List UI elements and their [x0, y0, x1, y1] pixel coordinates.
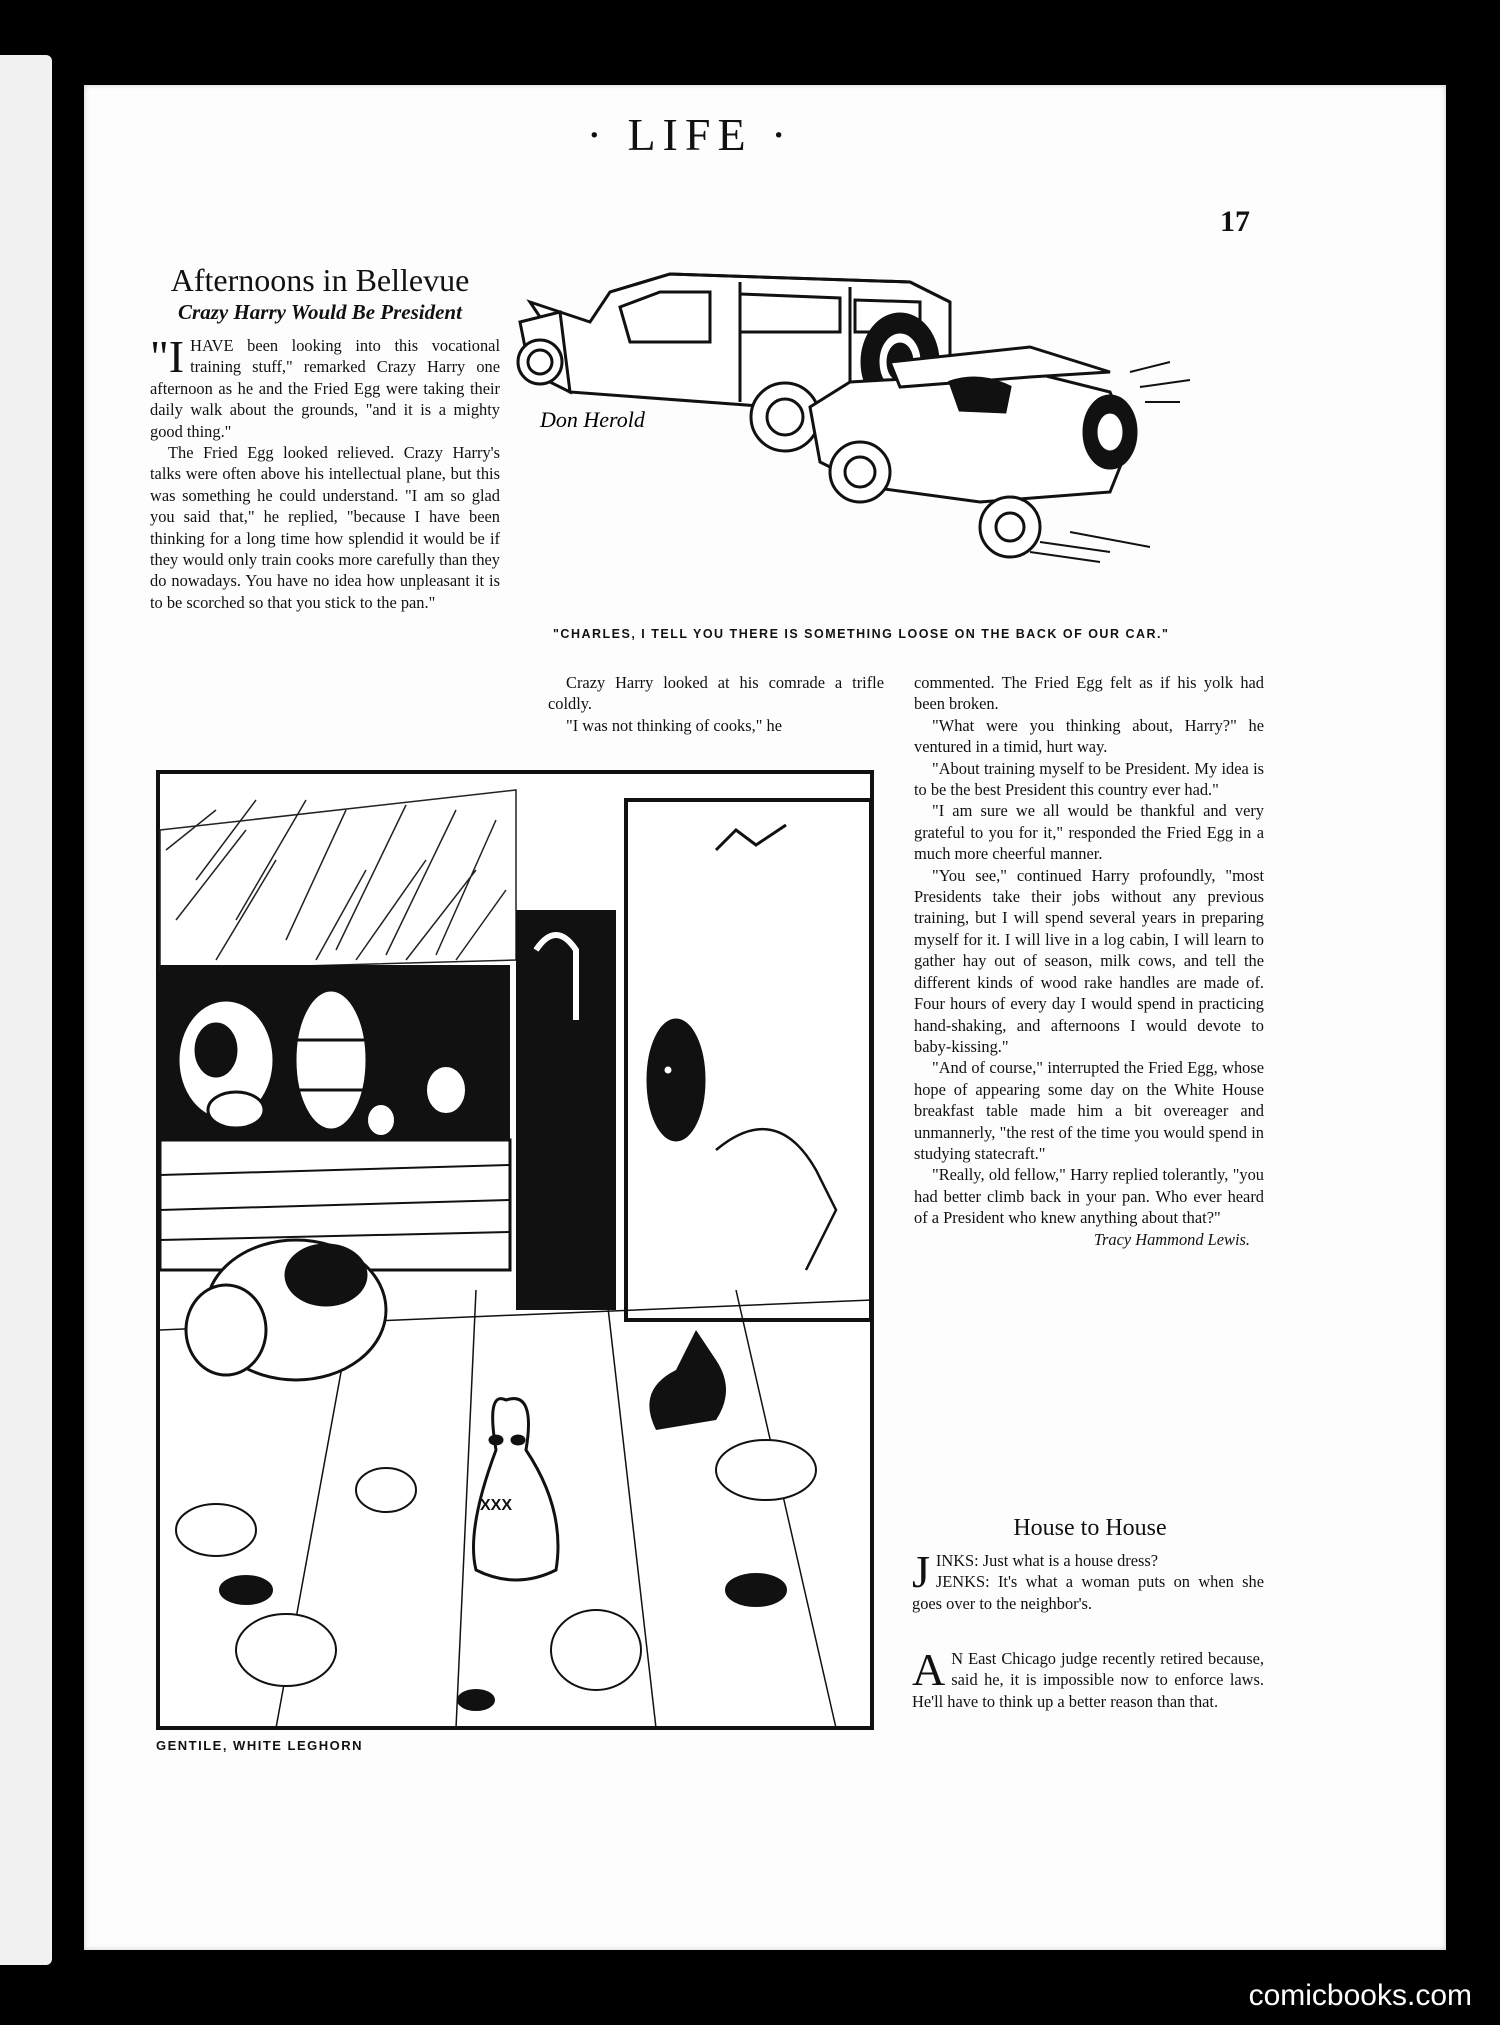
horse-illustration — [295, 990, 367, 1130]
article-column-1 — [150, 331, 500, 613]
author-signature: Tracy Hammond Lewis. — [1093, 1229, 1250, 1249]
barn-doorway — [516, 910, 616, 1310]
artist-signature: Don Herold — [540, 407, 645, 432]
adjacent-page-edge — [0, 55, 52, 1965]
watermark: comicbooks.com — [1248, 1979, 1472, 2012]
paragraph: "I am sure we all would be thankful and very grateful to you for it," responded the Fried Egg in a much more cheerful manner. — [914, 801, 1264, 864]
article-column-3 — [914, 672, 1264, 1250]
page-number: 17 — [1220, 205, 1250, 238]
paragraph: "I was not thinking of cooks," he — [566, 715, 782, 735]
house-to-house-title: House to House — [1013, 1515, 1167, 1541]
paragraph: JENKS: It's what a woman puts on when she goes over to the neighbor's. — [912, 1572, 1264, 1613]
paragraph: "Really, old fellow," Harry replied tolerantly, "you had better climb back in your pan. Who ever heard of a President who knew anything about that?" — [914, 1165, 1264, 1228]
paragraph: "What were you thinking about, Harry?" he ventured in a timid, hurt way. — [914, 715, 1264, 757]
mule-illustration — [648, 1020, 704, 1140]
barn-cartoon-caption: GENTILE, WHITE LEGHORN — [156, 1738, 364, 1753]
drop-cap: "I — [150, 331, 185, 382]
hood-marking: XXX — [479, 1497, 513, 1514]
article-title: Afternoons in Bellevue — [170, 262, 470, 298]
paragraph: "About training myself to be President. My idea is to be the best President this country ever had." — [914, 758, 1264, 800]
car-cartoon — [510, 262, 1270, 622]
house-to-house-text: JINKS: Just what is a house dress? JENKS: It's what a woman puts on when she goes over to the neighbor's. — [912, 1546, 1264, 1613]
paragraph: "You see," continued Harry profoundly, "most Presidents take their jobs without any previous training, but I will spend several years in preparing myself for it. I will live in a log cabin, I will learn to gather hay out of season, milk cows, and tell the different kinds of wood rake handles are made of. Four hours of every day I would spend in practicing hand-shaking, and afternoons I would devote to baby-kissing." — [914, 865, 1264, 1056]
paragraph: "IHAVE been looking into this vocational training stuff," remarked Crazy Harry one afternoon as he and the Fried Egg were taking their daily walk about the grounds, "and it is a mighty good thing." — [150, 331, 500, 441]
article-column-2 — [548, 672, 884, 736]
barn-cartoon — [156, 770, 874, 1730]
paragraph: Crazy Harry looked at his comrade a trifle coldly. — [548, 673, 884, 714]
drop-cap: A — [912, 1644, 946, 1695]
masthead: · LIFE · — [586, 109, 794, 160]
drop-cap: J — [912, 1546, 930, 1597]
paragraph: "And of course," interrupted the Fried Egg, whose hope of appearing some day on the White House breakfast table made him a bit overeager and unmannerly, "the rest of the time you would spend in studying statecraft." — [914, 1058, 1264, 1163]
chicago-item: A N East Chicago judge recently retired because, said he, it is impossible now to enforce laws. He'll have to think up a better reason than that. — [912, 1644, 1264, 1711]
paragraph: The Fried Egg looked relieved. Crazy Harry's talks were often above his intellectual plane, but this was something he could understand. "I am so glad you said that," he replied, "because I have been thinking for a long time how splendid it would be if they would only train cooks more carefully than they do nowadays. You have no idea how unpleasant it is to be scorched so that you stick to the pan." — [150, 443, 500, 612]
car-cartoon-caption: "CHARLES, I TELL YOU THERE IS SOMETHING LOOSE ON THE BACK OF OUR CAR." — [553, 627, 1170, 641]
paragraph: commented. The Fried Egg felt as if his yolk had been broken. — [914, 673, 1264, 714]
article-subtitle: Crazy Harry Would Be President — [178, 300, 462, 324]
